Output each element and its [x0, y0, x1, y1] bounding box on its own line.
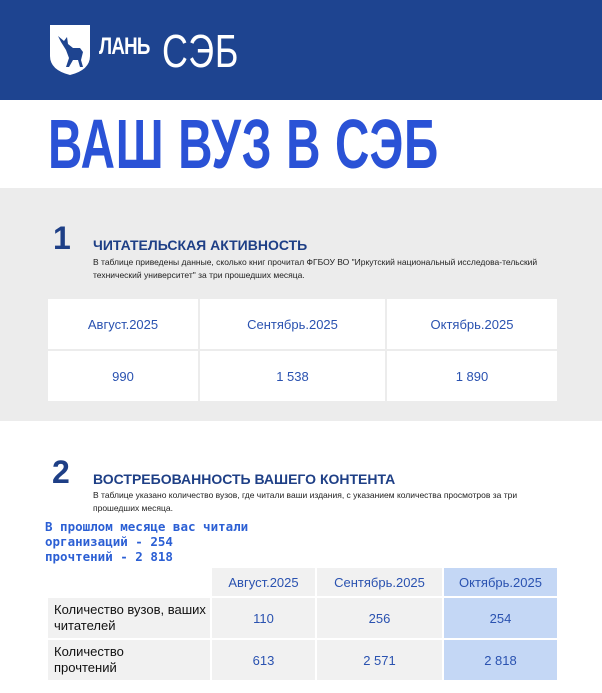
- table-header-row: [47, 298, 558, 350]
- table-row: [47, 639, 558, 681]
- section-description: В таблице указано количество вузов, где читали ваши издания, с указанием количества просмотров за три прошедших месяца.: [93, 490, 518, 513]
- month-header: Сентябрь.2025: [316, 567, 443, 597]
- page-title: ВАШ ВУЗ В СЭБ: [48, 105, 439, 183]
- doe-logo-icon: [49, 24, 91, 76]
- reader-activity-section: [0, 188, 602, 421]
- section-heading: ЧИТАТЕЛЬСКАЯ АКТИВНОСТЬ: [93, 237, 308, 253]
- summary-line: прочтений - 2 818: [45, 549, 173, 564]
- logo-text: ЛАНЬ: [99, 33, 150, 60]
- month-header: Сентябрь.2025: [199, 298, 386, 350]
- table-row: [47, 350, 558, 402]
- content-demand-table: [46, 566, 559, 682]
- table-header-row: [47, 567, 558, 597]
- table-cell: 2 571: [316, 639, 443, 681]
- month-header: Октябрь.2025: [386, 298, 558, 350]
- blank-cell: [47, 567, 211, 597]
- header-bar: [0, 0, 602, 100]
- summary-line: организаций - 254: [45, 534, 173, 549]
- month-header-active: Октябрь.2025: [443, 567, 558, 597]
- brand-title: СЭБ: [162, 25, 240, 77]
- table-row: [47, 597, 558, 639]
- table-cell: 613: [211, 639, 316, 681]
- table-cell: 1 890: [386, 350, 558, 402]
- table-cell: 110: [211, 597, 316, 639]
- summary-line: В прошлом месяце вас читали: [45, 519, 249, 534]
- month-header: Август.2025: [211, 567, 316, 597]
- section-description: В таблице приведены данные, сколько книг прочитал ФГБОУ ВО "Иркутский национальный исследова-тельский технический университет" за три прошедших месяца.: [93, 257, 538, 280]
- month-header: Август.2025: [47, 298, 199, 350]
- row-label: Количество прочтений: [47, 639, 211, 681]
- section-heading: ВОСТРЕБОВАННОСТЬ ВАШЕГО КОНТЕНТА: [93, 471, 396, 487]
- reader-activity-table: [46, 297, 559, 403]
- section-number: 1: [53, 220, 71, 256]
- table-cell: 256: [316, 597, 443, 639]
- table-cell: 2 818: [443, 639, 558, 681]
- table-cell: 990: [47, 350, 199, 402]
- table-cell: 1 538: [199, 350, 386, 402]
- section-number: 2: [52, 454, 70, 490]
- row-label: Количество вузов, ваших читателей: [47, 597, 211, 639]
- summary-block: [45, 519, 248, 564]
- table-cell: 254: [443, 597, 558, 639]
